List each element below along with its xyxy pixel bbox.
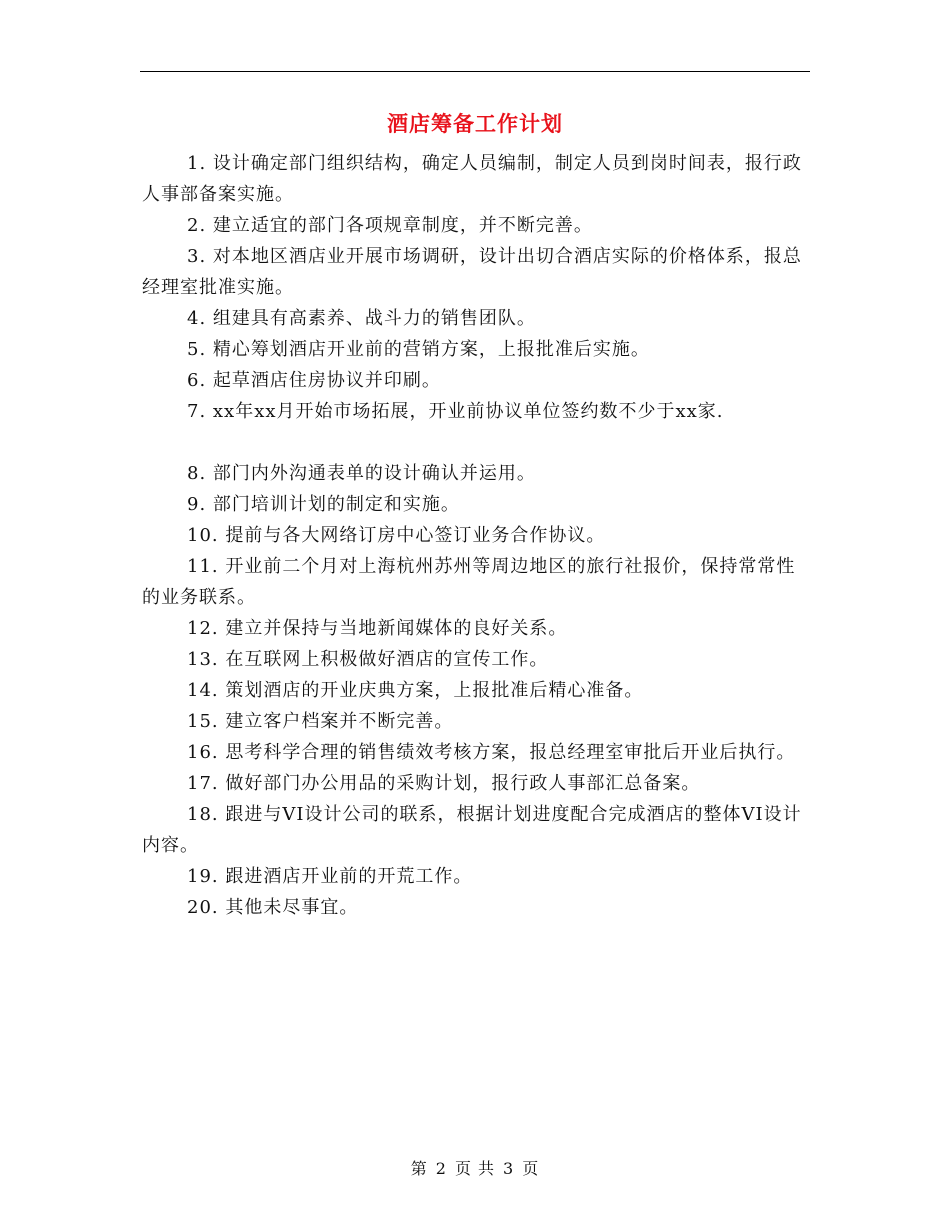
list-item-12: 12. 建立并保持与当地新闻媒体的良好关系。 [187,618,568,639]
list-item-17: 17. 做好部门办公用品的采购计划，报行政人事部汇总备案。 [187,773,701,794]
footer-suffix: 页 [522,1159,540,1178]
document-title: 酒店筹备工作计划 [387,111,563,136]
list-item-1: 1. 设计确定部门组织结构，确定人员编制，制定人员到岗时间表，报行政人事部备案实施。 [142,153,802,205]
list-item-13: 13. 在互联网上积极做好酒店的宣传工作。 [187,649,549,670]
list-item-10: 10. 提前与各大网络订房中心签订业务合作协议。 [187,525,606,546]
footer-middle: 页 共 [454,1159,496,1178]
list-item-9: 9. 部门培训计划的制定和实施。 [187,494,460,515]
list-item-18: 18. 跟进与VI设计公司的联系，根据计划进度配合完成酒店的整体VI设计内容。 [142,804,802,856]
list-item-8: 8. 部门内外沟通表单的设计确认并运用。 [187,463,536,484]
header-rule [140,71,810,72]
list-item-19: 19. 跟进酒店开业前的开荒工作。 [187,866,473,887]
footer-total-pages: 3 [503,1159,515,1178]
document-body [142,148,814,923]
footer-current-page: 2 [435,1159,447,1178]
list-item-11: 11. 开业前二个月对上海杭州苏州等周边地区的旅行社报价，保持常常性的业务联系。 [142,556,796,608]
list-item-7: 7. xx年xx月开始市场拓展，开业前协议单位签约数不少于xx家. [187,401,724,422]
list-item-14: 14. 策划酒店的开业庆典方案，上报批准后精心准备。 [187,680,644,701]
footer-prefix: 第 [410,1159,428,1178]
list-item-5: 5. 精心筹划酒店开业前的营销方案，上报批准后实施。 [187,339,650,360]
list-item-20: 20. 其他未尽事宜。 [187,897,359,918]
list-item-16: 16. 思考科学合理的销售绩效考核方案，报总经理室审批后开业后执行。 [187,742,796,763]
list-item-6: 6. 起草酒店住房协议并印刷。 [187,370,441,391]
list-item-2: 2. 建立适宜的部门各项规章制度，并不断完善。 [187,215,593,236]
page-footer [0,1156,950,1179]
list-item-3: 3. 对本地区酒店业开展市场调研，设计出切合酒店实际的价格体系，报总经理室批准实施。 [142,246,802,298]
list-item-4: 4. 组建具有高素养、战斗力的销售团队。 [187,308,536,329]
list-item-15: 15. 建立客户档案并不断完善。 [187,711,454,732]
